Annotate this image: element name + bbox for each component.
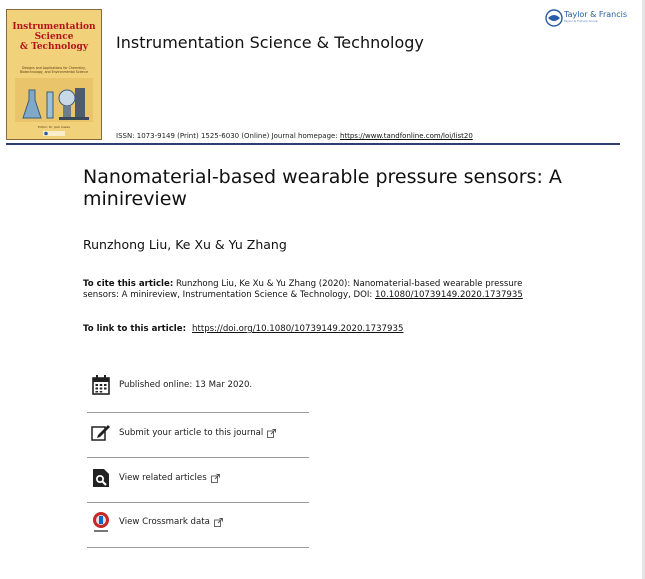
- link-block: [83, 324, 403, 334]
- external-link-icon: [267, 429, 276, 438]
- submit-article-label: Submit your article to this journal: [119, 428, 264, 438]
- edit-note-icon: [90, 422, 112, 444]
- meta-divider: [87, 502, 309, 503]
- journal-name: Instrumentation Science & Technology: [116, 33, 424, 52]
- cite-label: To cite this article:: [83, 279, 174, 289]
- article-url-link[interactable]: https://doi.org/10.1080/10739149.2020.1737935: [192, 324, 404, 334]
- published-online-label: Published online: 13 Mar 2020.: [119, 380, 253, 390]
- publisher-name: Taylor & Francis: [564, 10, 627, 19]
- publisher-mini-logo: [43, 131, 65, 136]
- issn-line: ISSN: 1073-9149 (Print) 1525-6030 (Online) Journal homepage: https://www.tandfonline.com/loi/list20: [116, 132, 473, 140]
- published-online-item: [90, 371, 310, 399]
- lab-equipment-icon: [15, 78, 93, 122]
- publisher-tagline: Taylor & Francis Group: [564, 19, 598, 23]
- meta-divider: [87, 457, 309, 458]
- submit-article-item[interactable]: [90, 419, 310, 447]
- cover-subtitle: Designs and Applications for Chemistry, Biotechnology, and Environmental Science: [19, 66, 89, 74]
- journal-homepage-link[interactable]: https://www.tandfonline.com/loi/list20: [339, 132, 473, 140]
- citation-block: [83, 279, 523, 301]
- meta-divider: [87, 547, 309, 548]
- crossmark-item[interactable]: [90, 508, 310, 536]
- article-title: Nanomaterial-based wearable pressure sensors: A minireview: [83, 166, 562, 210]
- link-label: To link to this article:: [83, 324, 187, 334]
- cite-text: Runzhong Liu, Ke Xu & Yu Zhang (2020): Nanomaterial-based wearable pressure sensors: A minireview, Instrumentation Science & Technology, DOI:: [83, 279, 523, 300]
- related-articles-item[interactable]: [90, 464, 310, 492]
- article-authors: Runzhong Liu, Ke Xu & Yu Zhang: [83, 237, 287, 252]
- external-link-icon: [211, 474, 220, 483]
- crossmark-label: View Crossmark data: [119, 517, 210, 527]
- crossmark-icon: [90, 511, 112, 533]
- external-link-icon: [214, 518, 223, 527]
- related-articles-label: View related articles: [119, 473, 207, 483]
- document-search-icon: [90, 467, 112, 489]
- cover-title: Instrumentation Science & Technology: [12, 22, 96, 52]
- calendar-icon: [90, 374, 112, 396]
- header-rule: [6, 143, 620, 145]
- doi-link[interactable]: 10.1080/10739149.2020.1737935: [375, 290, 523, 300]
- cover-editor: Editor: Dr. Jack Cazes: [38, 125, 70, 129]
- meta-divider: [87, 412, 309, 413]
- journal-cover-image: [6, 9, 102, 140]
